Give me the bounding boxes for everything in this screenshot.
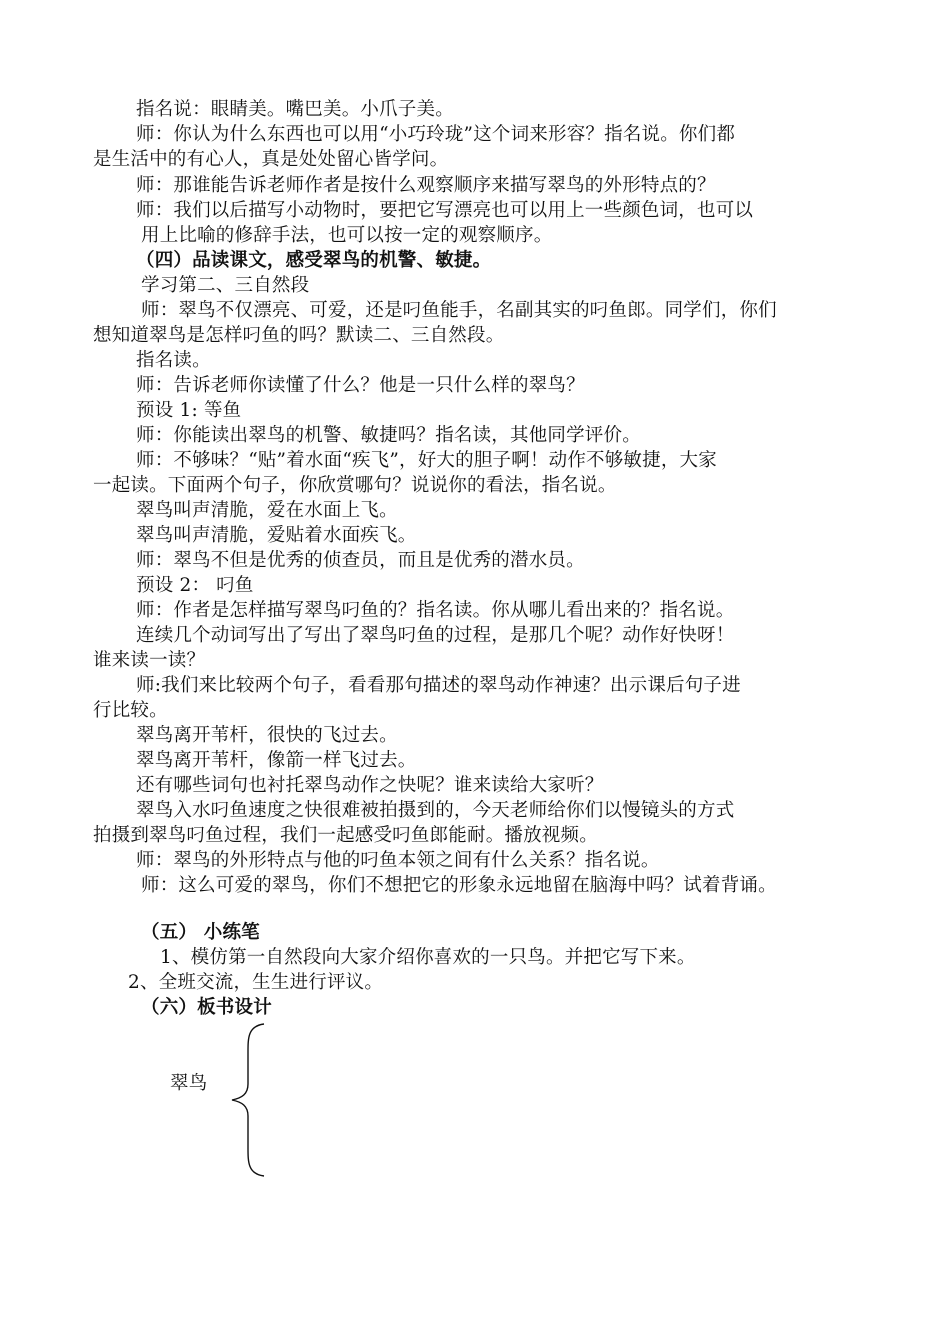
text-line: 师:我们来比较两个句子，看看那句描述的翠鸟动作神速？出示课后句子进 (136, 675, 741, 696)
text-line: 师：你认为什么东西也可以用“小巧玲珑”这个词来形容？指名说。你们都 (136, 124, 736, 145)
curly-brace (228, 1022, 268, 1178)
text-line: 翠鸟叫声清脆，爱在水面上飞。 (136, 500, 398, 521)
text-line: 师：告诉老师你读懂了什么？他是一只什么样的翠鸟？ (136, 375, 585, 396)
text-line: 翠鸟离开苇杆，像箭一样飞过去。 (136, 750, 417, 771)
section-heading: （五） 小练笔 (141, 922, 260, 943)
text-line: 用上比喻的修辞手法，也可以按一定的观察顺序。 (141, 225, 553, 246)
text-line: 师：这么可爱的翠鸟，你们不想把它的形象永远地留在脑海中吗？试着背诵。 (141, 875, 777, 896)
text-line: 翠鸟入水叼鱼速度之快很难被拍摄到的，今天老师给你们以慢镜头的方式 (136, 800, 735, 821)
text-line: 还有哪些词句也衬托翠鸟动作之快呢？谁来读给大家听？ (136, 775, 604, 796)
text-line: 拍摄到翠鸟叼鱼过程，我们一起感受叼鱼郎能耐。播放视频。 (93, 825, 598, 846)
text-line: 师：你能读出翠鸟的机警、敏捷吗？指名读，其他同学评价。 (136, 425, 641, 446)
text-line: 连续几个动词写出了写出了翠鸟叼鱼的过程，是那几个呢？动作好快呀！ (136, 625, 735, 646)
text-line: 师：那谁能告诉老师作者是按什么观察顺序来描写翠鸟的外形特点的？ (136, 175, 716, 196)
text-line: 2、全班交流，生生进行评议。 (128, 972, 384, 993)
section-heading: （四）品读课文，感受翠鸟的机警、敏捷。 (136, 250, 492, 271)
text-line: 师：翠鸟的外形特点与他的叼鱼本领之间有什么关系？指名说。 (136, 850, 660, 871)
text-line: 谁来读一读？ (93, 650, 206, 671)
text-line: 学习第二、三自然段 (141, 275, 310, 296)
text-line: 师：翠鸟不仅漂亮、可爱，还是叼鱼能手，名副其实的叼鱼郎。同学们，你们 (141, 300, 777, 321)
text-line: 指名说：眼睛美。嘴巴美。小爪子美。 (136, 99, 454, 120)
text-line: 师：翠鸟不但是优秀的侦查员，而且是优秀的潜水员。 (136, 550, 585, 571)
text-line: 一起读。下面两个句子，你欣赏哪句？说说你的看法，指名说。 (93, 475, 617, 496)
text-line: 师：作者是怎样描写翠鸟叼鱼的？指名读。你从哪儿看出来的？指名说。 (136, 600, 735, 621)
text-line: 翠鸟叫声清脆，爱贴着水面疾飞。 (136, 525, 417, 546)
text-line: 1、模仿第一自然段向大家介绍你喜欢的一只鸟。并把它写下来。 (160, 947, 696, 968)
text-line: 指名读。 (136, 350, 211, 371)
text-line: 想知道翠鸟是怎样叼鱼的吗？默读二、三自然段。 (93, 325, 505, 346)
text-line: 预设 1: 等鱼 (136, 400, 242, 421)
section-heading: （六）板书设计 (141, 997, 272, 1018)
text-line: 预设 2： 叼鱼 (136, 575, 254, 596)
text-line: 师：不够味？“贴”着水面“疾飞”，好大的胆子啊！动作不够敏捷，大家 (136, 450, 717, 471)
text-line: 师：我们以后描写小动物时，要把它写漂亮也可以用上一些颜色词，也可以 (136, 200, 754, 221)
text-line: 翠鸟离开苇杆，很快的飞过去。 (136, 725, 398, 746)
text-line: 是生活中的有心人，真是处处留心皆学问。 (93, 149, 449, 170)
board-label: 翠鸟 (170, 1073, 208, 1094)
text-line: 行比较。 (93, 700, 168, 721)
